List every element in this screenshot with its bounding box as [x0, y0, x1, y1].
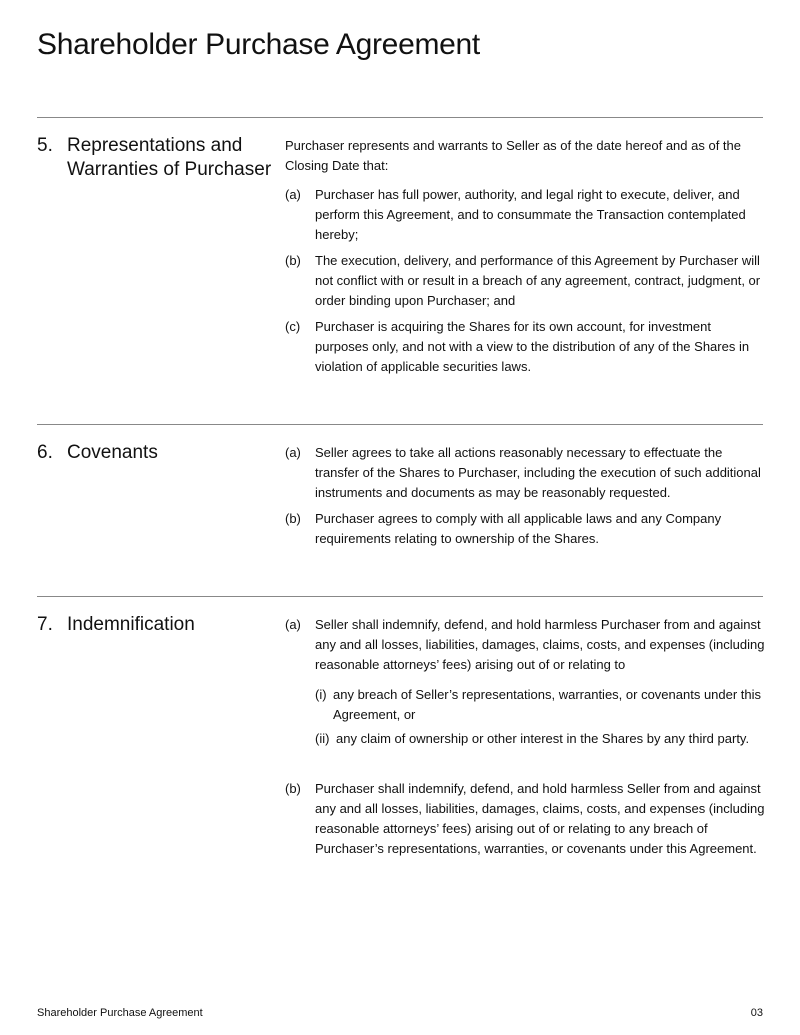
subclause-label: (ii) [315, 731, 330, 746]
clause [285, 251, 765, 311]
section-heading: Indemnification [67, 614, 195, 635]
section-body [285, 443, 765, 555]
clause-label: (b) [285, 253, 301, 268]
divider [37, 424, 763, 425]
subclause [315, 729, 765, 749]
clause-text: The execution, delivery, and performance of this Agreement by Purchaser will not conflict with or result in a breach of any agreement, contract, judgment, or order binding upon Purchaser; and [315, 253, 761, 308]
page-number: 03 [750, 1007, 763, 1019]
clause-label: (c) [285, 319, 301, 334]
clause [285, 185, 765, 245]
section-number: 7. [37, 614, 53, 635]
section-number: 6. [37, 442, 53, 463]
page-title: Shareholder Purchase Agreement [37, 28, 480, 61]
clause [285, 779, 765, 859]
clause-label: (a) [285, 445, 301, 460]
section-heading: Covenants [67, 442, 158, 463]
subclause-text: any claim of ownership or other interest in the Shares by any third party. [336, 731, 750, 746]
clause [285, 615, 765, 675]
subclause [315, 685, 765, 725]
clause-text: Purchaser agrees to comply with all applicable laws and any Company requirements relating to ownership of the Shares. [315, 511, 722, 546]
clause [285, 317, 765, 377]
clause-label: (a) [285, 617, 301, 632]
clause-label: (b) [285, 781, 301, 796]
divider [37, 596, 763, 597]
section-heading: Representations and Warranties of Purchaser [67, 135, 272, 180]
section-number: 5. [37, 135, 53, 156]
section-body [285, 615, 765, 865]
clause-text: Seller shall indemnify, defend, and hold harmless Purchaser from and against any and all losses, liabilities, damages, claims, costs, and expenses (including reasonable attorneys’ fees) arising out of or relating to [315, 617, 765, 672]
clause-label: (b) [285, 511, 301, 526]
clause-text: Purchaser has full power, authority, and legal right to execute, deliver, and perform this Agreement, and to consummate the Transaction contemplated hereby; [315, 187, 746, 242]
divider [37, 117, 763, 118]
footer-title: Shareholder Purchase Agreement [37, 1007, 203, 1019]
subclause-label: (i) [315, 687, 327, 702]
clause-text: Seller agrees to take all actions reasonably necessary to effectuate the transfer of the Shares to Purchaser, including the execution of such additional instruments and documents as may be reasonably requested. [315, 445, 761, 500]
section-body [285, 136, 765, 383]
section-intro: Purchaser represents and warrants to Seller as of the date hereof and as of the Closing Date that: [285, 138, 741, 173]
clause-text: Purchaser is acquiring the Shares for its own account, for investment purposes only, and not with a view to the distribution of any of the Shares in violation of applicable securities laws. [315, 319, 750, 374]
clause-text: Purchaser shall indemnify, defend, and hold harmless Seller from and against any and all losses, liabilities, damages, claims, costs, and expenses (including reasonable attorneys’ fees) arising out of or relating to any breach of Purchaser’s representations, warranties, or covenants under this Agreement. [315, 781, 765, 856]
clause-label: (a) [285, 187, 301, 202]
clause [285, 443, 765, 503]
clause [285, 509, 765, 549]
subclause-text: any breach of Seller’s representations, warranties, or covenants under this Agreement, or [333, 687, 762, 722]
